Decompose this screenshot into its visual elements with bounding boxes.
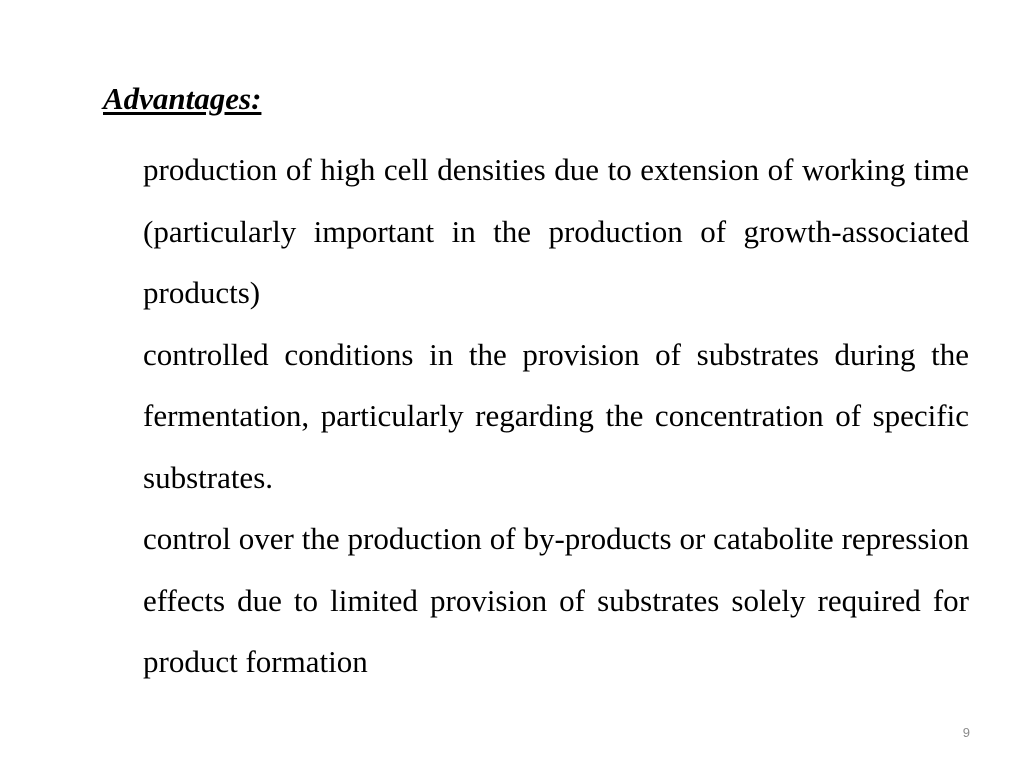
page-number: 9 bbox=[962, 725, 970, 740]
advantages-list bbox=[143, 139, 969, 693]
slide-heading: Advantages: bbox=[103, 81, 262, 116]
advantage-item: control over the production of by-products or catabolite repression effects due to limited provision of substrates solely required for product formation bbox=[143, 521, 969, 679]
advantage-item: controlled conditions in the provision of substrates during the fermentation, particularly regarding the concentration of specific substrates. bbox=[143, 336, 969, 495]
advantage-item: production of high cell densities due to extension of working time (particularly important in the production of growth-associated products) bbox=[143, 152, 969, 310]
